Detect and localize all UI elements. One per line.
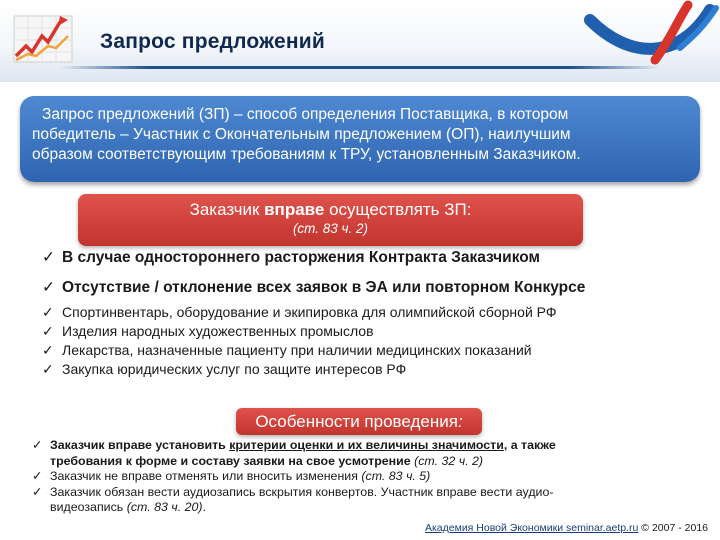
checkmark-icon: ✓	[42, 323, 54, 339]
checkmark-icon: ✓	[42, 279, 55, 296]
banner-reference: (ст. 83 ч. 2)	[292, 221, 369, 236]
list-item: ✓ Отсутствие / отклонение всех заявок в ЭА или повторном Конкурсе	[42, 277, 712, 307]
list-item: ✓ Заказчик не вправе отменять или вносить изменения (ст. 83 ч. 5)	[32, 469, 431, 483]
checkmark-icon: ✓	[32, 484, 43, 499]
other-cases-list	[42, 303, 712, 379]
checkmark-icon: ✓	[32, 469, 43, 483]
features-banner: Особенности проведения:	[236, 408, 482, 435]
footer	[425, 522, 708, 534]
definition-line: Запрос предложений (ЗП) – способ определения Поставщика, в котором	[42, 106, 569, 123]
list-item: ✓ Закупка юридических услуг по защите интересов РФ	[42, 361, 407, 377]
customer-rights-banner	[78, 194, 583, 246]
list-item: ✓ Заказчик вправе установить критерии оценки и их величины значимости, а также требования к форме и составу заявки на свое усмотрение (ст. 32 ч. 2)	[32, 438, 556, 468]
list-item: ✓ Изделия народных художественных промыслов	[42, 323, 374, 339]
footer-link[interactable]: Академия Новой Экономики seminar.aetp.ru	[424, 522, 639, 534]
features-list	[32, 438, 702, 516]
copyright-text: © 2007 - 2016	[638, 522, 708, 534]
checkmark-icon: ✓	[32, 438, 43, 452]
definition-line: победитель – Участник с Окончательным предложением (ОП), наилучшим	[32, 126, 571, 143]
growth-chart-icon	[8, 6, 80, 66]
header-band	[0, 0, 720, 82]
list-item: ✓ В случае одностороннего расторжения Контракта Заказчиком	[42, 247, 712, 277]
checkmark-icon: ✓	[42, 361, 54, 377]
list-item: ✓ Лекарства, назначенные пациенту при наличии медицинских показаний	[42, 342, 532, 358]
checkmark-icon: ✓	[42, 249, 55, 266]
page-title: Запрос предложений	[100, 30, 325, 53]
list-item: ✓ Спортинвентарь, оборудование и экипировка для олимпийской сборной РФ	[42, 304, 557, 320]
checkmark-icon: ✓	[42, 342, 54, 358]
main-cases-list	[42, 247, 712, 307]
banner-title: Заказчик вправе осуществлять ЗП:	[189, 200, 472, 219]
definition-box	[20, 96, 700, 182]
definition-line: образом соответствующим требованиям к ТРУ, установленным Заказчиком.	[32, 146, 581, 163]
checkmark-icon: ✓	[42, 304, 54, 320]
brand-swoosh-icon	[560, 0, 720, 82]
list-item: ✓ Заказчик обязан вести аудиозапись вскрытия конвертов. Участник вправе вести аудио- видеозапись (ст. 83 ч. 20).	[32, 484, 554, 514]
